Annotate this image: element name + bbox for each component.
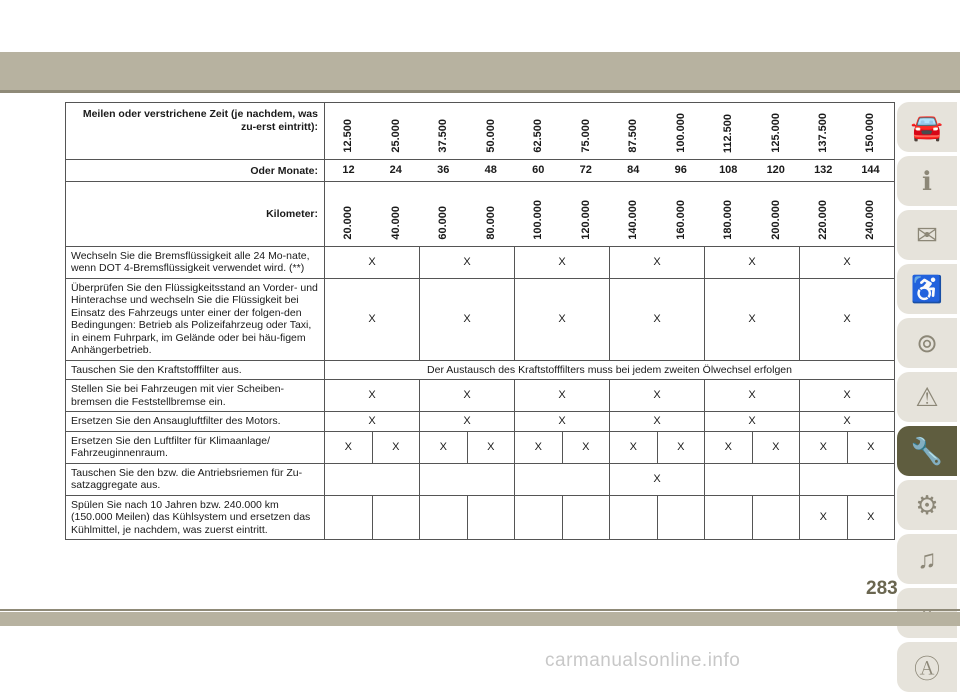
- schedule-mark: X: [610, 278, 705, 360]
- miles-value: [610, 103, 658, 160]
- km-value-text: 120.000: [579, 199, 592, 240]
- schedule-mark: [372, 495, 420, 540]
- schedule-mark: [800, 463, 895, 495]
- task-label: Tauschen Sie den bzw. die Antriebsriemen für Zu-satzaggregate aus.: [66, 463, 325, 495]
- schedule-mark: X: [705, 412, 800, 432]
- km-value: [515, 181, 563, 246]
- chapter-tab[interactable]: [897, 534, 957, 584]
- months-value: 12: [325, 160, 373, 182]
- months-value: 72: [562, 160, 610, 182]
- schedule-mark: [657, 495, 705, 540]
- months-header-label: Oder Monate:: [66, 160, 325, 182]
- km-value-text: 140.000: [627, 199, 639, 240]
- chapter-tab[interactable]: [897, 210, 957, 260]
- schedule-mark: X: [372, 431, 420, 463]
- schedule-mark: [467, 495, 515, 540]
- km-value: [325, 181, 373, 246]
- schedule-mark: [705, 463, 800, 495]
- chapter-tab[interactable]: [897, 102, 957, 152]
- seatbelt-airbag-icon: ♿: [910, 273, 944, 304]
- miles-value-text: 87.500: [627, 119, 639, 153]
- schedule-mark: X: [610, 463, 705, 495]
- table-row: [66, 360, 895, 380]
- schedule-mark: [515, 463, 610, 495]
- alphabet-index-icon: Ⓐ: [913, 653, 940, 684]
- miles-value: [420, 103, 468, 160]
- schedule-mark: X: [800, 431, 848, 463]
- km-value-text: 60.000: [437, 205, 449, 240]
- task-label: Überprüfen Sie den Flüssigkeitsstand an Vorder- und Hinterachse und wechseln Sie die Flüssigkeit bei Einsatz des Fahrzeugs unter einer der folgen-den Bedingungen: Betrieb als Polizeifahrzeug oder Taxi, in einem Fuhrpark, im Gelände oder bei häu-figem Anhängerbetrieb.: [66, 278, 325, 360]
- km-value-text: 180.000: [722, 199, 734, 240]
- roadside-warning-icon: ⚠: [915, 381, 939, 412]
- table-row: [66, 463, 895, 495]
- schedule-mark: X: [800, 278, 895, 360]
- miles-value: [467, 103, 515, 160]
- table-row: [66, 278, 895, 360]
- schedule-mark: [752, 495, 800, 540]
- schedule-mark: [325, 463, 420, 495]
- car-service-wrench-icon: 🔧: [910, 435, 944, 466]
- schedule-mark: X: [420, 380, 515, 412]
- miles-value-text: 62.500: [532, 119, 544, 153]
- miles-value: [800, 103, 848, 160]
- miles-value: [847, 103, 895, 160]
- page-number: 283: [866, 578, 898, 599]
- km-value: [705, 181, 753, 246]
- schedule-mark: X: [420, 246, 515, 278]
- miles-value: [372, 103, 420, 160]
- miles-value-text: 75.000: [579, 119, 592, 153]
- schedule-mark: X: [325, 246, 420, 278]
- km-value-text: 160.000: [674, 199, 687, 240]
- miles-value: [657, 103, 705, 160]
- months-value: 108: [705, 160, 753, 182]
- miles-value: [562, 103, 610, 160]
- miles-value-text: 112.500: [722, 113, 734, 153]
- km-value: [467, 181, 515, 246]
- miles-value-text: 100.000: [674, 113, 687, 153]
- table-row: [66, 412, 895, 432]
- schedule-mark: X: [515, 246, 610, 278]
- schedule-mark: X: [657, 431, 705, 463]
- specifications-gears-icon: ⚙: [915, 489, 939, 520]
- schedule-mark: X: [562, 431, 610, 463]
- schedule-mark: X: [705, 431, 753, 463]
- miles-value: [752, 103, 800, 160]
- schedule-mark: [515, 495, 563, 540]
- months-value: 144: [847, 160, 895, 182]
- months-value: 60: [515, 160, 563, 182]
- schedule-mark: X: [800, 380, 895, 412]
- miles-value-text: 150.000: [864, 113, 877, 153]
- schedule-mark: X: [325, 431, 373, 463]
- months-header-row: [66, 160, 895, 182]
- footer-rule: [0, 609, 960, 611]
- km-value: [847, 181, 895, 246]
- schedule-mark: [420, 495, 468, 540]
- km-value-text: 20.000: [342, 205, 355, 240]
- miles-value-text: 37.500: [437, 119, 449, 153]
- chapter-tab[interactable]: [897, 318, 957, 368]
- schedule-mark: X: [420, 431, 468, 463]
- months-value: 84: [610, 160, 658, 182]
- task-label: Wechseln Sie die Bremsflüssigkeit alle 24 Mo-nate, wenn DOT 4-Bremsflüssigkeit verwendet wird. (**): [66, 246, 325, 278]
- schedule-mark: [325, 495, 373, 540]
- schedule-mark: X: [800, 412, 895, 432]
- maintenance-schedule-table: [65, 102, 895, 540]
- chapter-tabs: [897, 102, 960, 696]
- chapter-tab[interactable]: [897, 642, 957, 692]
- schedule-mark: [562, 495, 610, 540]
- schedule-mark: X: [325, 278, 420, 360]
- task-note: Der Austausch des Kraftstofffilters muss bei jedem zweiten Ölwechsel erfolgen: [325, 360, 895, 380]
- months-value: 120: [752, 160, 800, 182]
- schedule-mark: X: [325, 380, 420, 412]
- task-label: Stellen Sie bei Fahrzeugen mit vier Scheiben-bremsen die Feststellbremse ein.: [66, 380, 325, 412]
- schedule-mark: X: [467, 431, 515, 463]
- header-rule: [0, 90, 960, 93]
- km-value: [562, 181, 610, 246]
- car-key-icon: 🚘: [910, 111, 944, 142]
- km-value-text: 100.000: [532, 199, 544, 240]
- km-value-text: 40.000: [389, 205, 402, 240]
- schedule-mark: X: [705, 278, 800, 360]
- km-value: [657, 181, 705, 246]
- task-label: Tauschen Sie den Kraftstofffilter aus.: [66, 360, 325, 380]
- miles-value-text: 50.000: [484, 119, 497, 153]
- miles-header-row: [66, 103, 895, 160]
- miles-value-text: 125.000: [769, 113, 782, 153]
- km-value: [420, 181, 468, 246]
- task-label: Spülen Sie nach 10 Jahren bzw. 240.000 km (150.000 Meilen) das Kühlsystem und ersetzen das Kühlmittel, je nachdem, was zuerst eintritt.: [66, 495, 325, 540]
- task-label: Ersetzen Sie den Luftfilter für Klimaanlage/ Fahrzeuginnenraum.: [66, 431, 325, 463]
- chapter-tab[interactable]: [897, 480, 957, 530]
- miles-header-label: Meilen oder verstrichene Zeit (je nachdem, was zu-erst eintritt):: [66, 103, 325, 160]
- footer-band: [0, 612, 960, 626]
- months-value: 24: [372, 160, 420, 182]
- schedule-mark: X: [705, 246, 800, 278]
- miles-value-text: 137.500: [817, 113, 829, 153]
- warning-light-mail-icon: ✉: [916, 219, 938, 250]
- schedule-mark: X: [800, 246, 895, 278]
- schedule-mark: X: [420, 412, 515, 432]
- schedule-mark: X: [610, 431, 658, 463]
- schedule-mark: [610, 495, 658, 540]
- km-header-label: Kilometer:: [66, 181, 325, 246]
- km-header-row: [66, 181, 895, 246]
- chapter-tab[interactable]: [897, 426, 957, 476]
- table-row: [66, 246, 895, 278]
- schedule-mark: X: [610, 246, 705, 278]
- miles-value: [325, 103, 373, 160]
- task-label: Ersetzen Sie den Ansaugluftfilter des Motors.: [66, 412, 325, 432]
- km-value-text: 220.000: [817, 199, 829, 240]
- steering-wheel-icon: ⊚: [916, 327, 938, 358]
- km-value-text: 240.000: [864, 199, 877, 240]
- miles-value: [515, 103, 563, 160]
- km-value: [372, 181, 420, 246]
- schedule-mark: X: [610, 412, 705, 432]
- chapter-tab[interactable]: [897, 156, 957, 206]
- miles-value-text: 12.500: [342, 119, 355, 153]
- multimedia-music-icon: ♫: [917, 543, 937, 574]
- months-value: 48: [467, 160, 515, 182]
- header-band: [0, 52, 960, 90]
- schedule-mark: X: [515, 412, 610, 432]
- schedule-mark: [705, 495, 753, 540]
- months-value: 132: [800, 160, 848, 182]
- schedule-mark: X: [610, 380, 705, 412]
- miles-value: [705, 103, 753, 160]
- schedule-mark: X: [515, 278, 610, 360]
- schedule-mark: X: [705, 380, 800, 412]
- schedule-mark: X: [420, 278, 515, 360]
- km-value: [800, 181, 848, 246]
- table-row: [66, 431, 895, 463]
- schedule-mark: X: [515, 431, 563, 463]
- schedule-mark: X: [515, 380, 610, 412]
- months-value: 96: [657, 160, 705, 182]
- schedule-mark: X: [847, 431, 895, 463]
- km-value: [752, 181, 800, 246]
- car-info-icon: ℹ: [922, 165, 932, 196]
- table-row: [66, 380, 895, 412]
- schedule-mark: X: [847, 495, 895, 540]
- miles-value-text: 25.000: [389, 119, 402, 153]
- km-value: [610, 181, 658, 246]
- km-value-text: 80.000: [484, 205, 497, 240]
- schedule-mark: X: [752, 431, 800, 463]
- months-value: 36: [420, 160, 468, 182]
- table-row: [66, 495, 895, 540]
- watermark-text: carmanualsonline.info: [545, 650, 741, 671]
- schedule-mark: X: [325, 412, 420, 432]
- chapter-tab[interactable]: [897, 264, 957, 314]
- km-value-text: 200.000: [769, 199, 782, 240]
- schedule-mark: [420, 463, 515, 495]
- chapter-tab[interactable]: [897, 372, 957, 422]
- schedule-mark: X: [800, 495, 848, 540]
